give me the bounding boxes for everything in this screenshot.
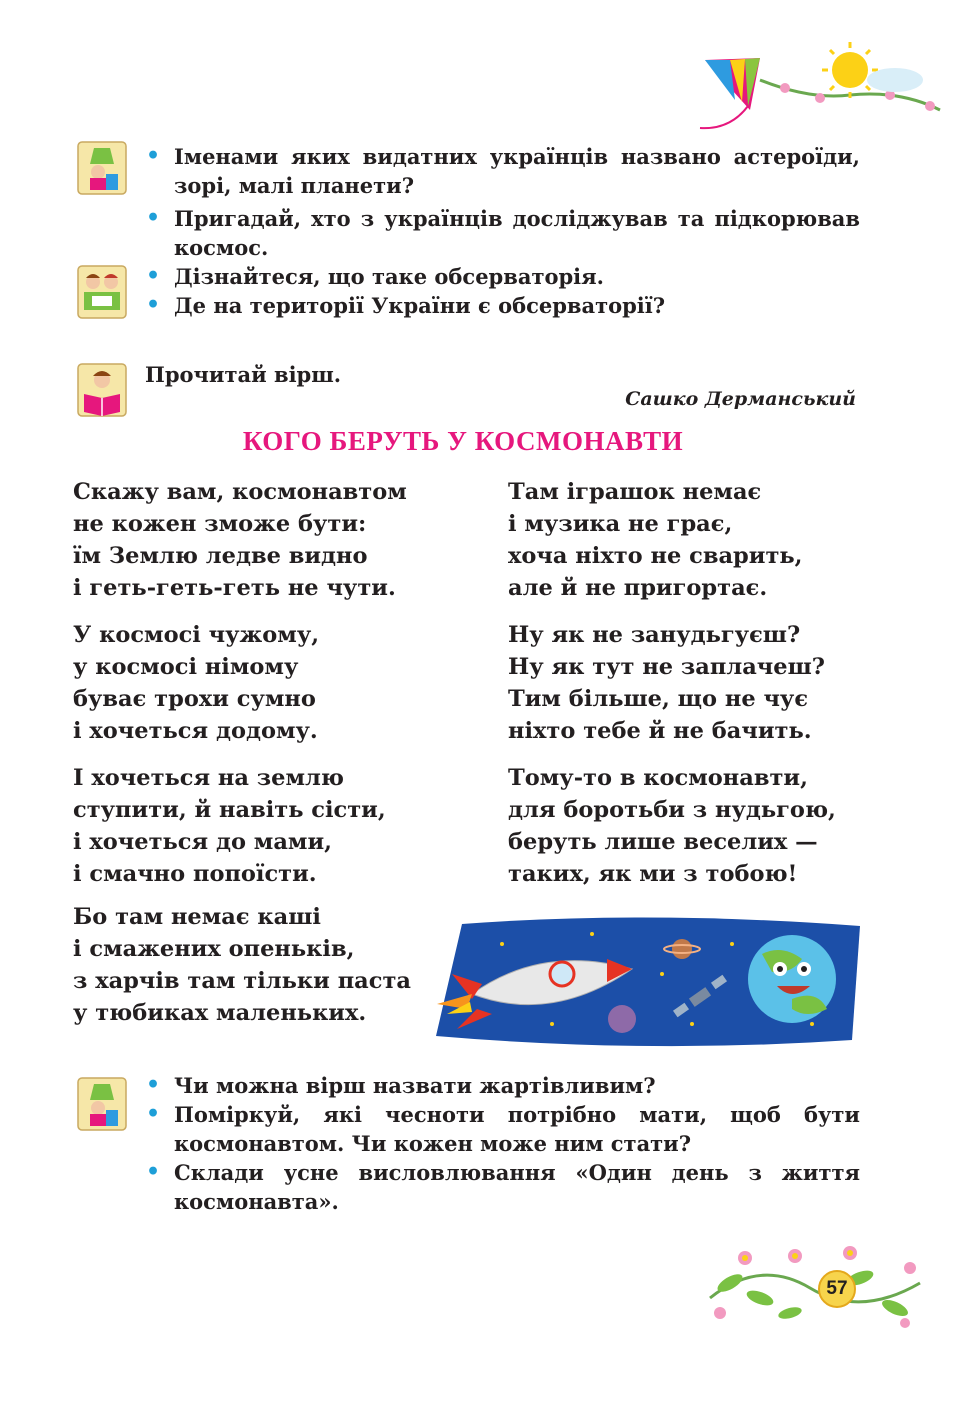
poem-author: Сашко Дерманський [625,388,856,410]
poem-line: їм Землю ледве видно [73,543,368,569]
poem-line: ступити, й навіть сісти, [73,797,386,823]
list-item: • Склади усне висловлювання «Один день з життя космонавта». [146,1159,860,1214]
list-item: • Пригадай, хто з українців досліджував та підкорював космос. [146,205,860,260]
pair-work-pictogram-icon [76,264,128,322]
poem-line: і смачно попоїсти. [73,861,317,887]
poem-line: і геть-геть-геть не чути. [73,575,396,601]
flower-decoration [700,1238,930,1328]
poem-line: з харчів там тільки паста [73,968,411,994]
poem-line: буває трохи сумно [73,686,316,712]
poem-line: Бо там немає каші [73,904,321,930]
stanza [73,619,493,747]
poem-line: ніхто тебе й не бачить. [508,718,812,744]
poem-line: для боротьби з нудьгою, [508,797,836,823]
poem-line: Ну як не занудьгуєш? [508,622,801,648]
poem-line: і хочеться до мами, [73,829,332,855]
poem-line: і музика не грає, [508,511,733,537]
poem-line: Скажу вам, космонавтом [73,479,407,505]
stanza [73,476,493,604]
poem-line: Там іграшок немає [508,479,762,505]
poem-line: але й не пригортає. [508,575,768,601]
questions-list-1 [142,142,860,266]
stanza [508,762,928,890]
poem-title: КОГО БЕРУТЬ У КОСМОНАВТИ [242,426,684,456]
questions-list-2 [142,262,860,324]
think-pictogram-icon [76,1076,128,1134]
header-decoration [690,40,950,140]
think-pictogram-icon [76,140,128,198]
list-item: • Чи можна вірш назвати жартівливим? [146,1072,656,1098]
poem-line: У космосі чужому, [73,622,320,648]
poem-line: і смажених опеньків, [73,936,355,962]
list-item: • Іменами яких видатних українців названо астероїди, зорі, малі планети? [146,143,860,198]
page-number: 57 [818,1270,856,1308]
poem-line: беруть лише веселих — [508,829,818,855]
space-illustration [432,914,860,1048]
list-item: • Дізнайтеся, що таке обсерваторія. [146,263,604,289]
reading-pictogram-icon [76,362,128,420]
poem-line: І хочеться на землю [73,765,344,791]
list-item: • Де на території України є обсерваторії? [146,292,666,318]
poem-line: Ну як тут не заплачеш? [508,654,825,680]
poem-line: Тим більше, що не чує [508,686,809,712]
poem-line: у космосі німому [73,654,299,680]
stanza [73,901,493,1029]
sun-icon [822,42,878,98]
poem-line: у тюбиках маленьких. [73,1000,367,1026]
kite-icon [700,58,760,128]
poem-line: не кожен зможе бути: [73,511,367,537]
poem-line: таких, як ми з тобою! [508,861,798,887]
list-item: • Поміркуй, які чесноти потрібно мати, щоб бути космонавтом. Чи кожен може ним стати? [146,1101,860,1156]
stanza [508,619,928,747]
poem-line: хоча ніхто не сварить, [508,543,803,569]
poem-line: Тому-то в космонавти, [508,765,808,791]
planet-earth-icon [748,935,836,1023]
reading-instruction: Прочитай вірш. [145,362,342,387]
stanza [73,762,493,890]
poem-line: і хочеться додому. [73,718,318,744]
questions-list-3 [142,1071,860,1220]
stanza [508,476,928,604]
